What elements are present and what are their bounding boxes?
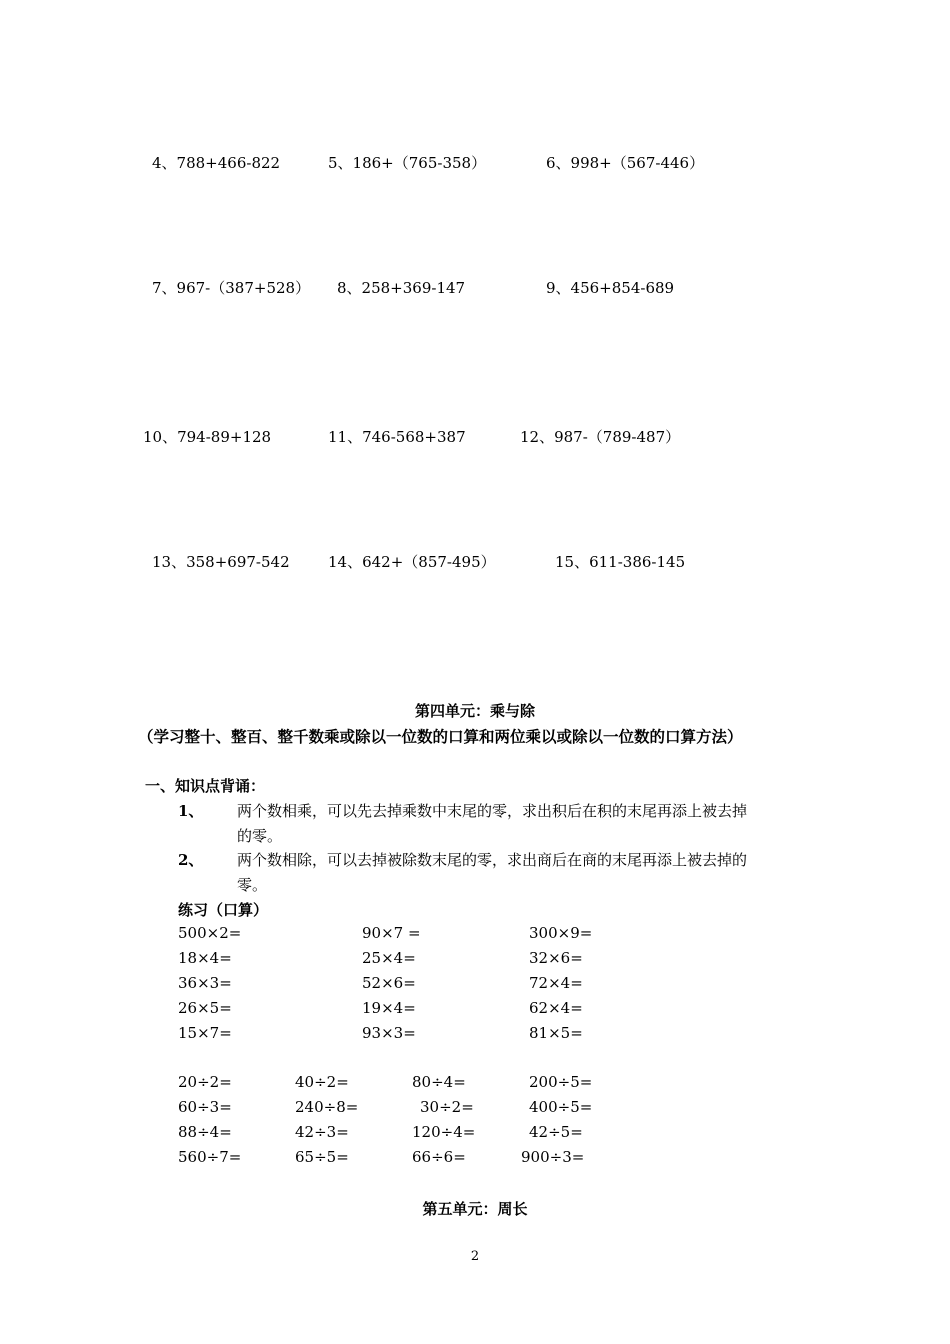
mult-r1-c3: 300×9= [529, 924, 593, 942]
expression-10: 10、794-89+128 [143, 428, 272, 446]
mult-r3-c3: 72×4= [529, 974, 583, 992]
mult-r1-c1: 500×2= [178, 924, 242, 942]
div-r2-c3: 30÷2= [420, 1098, 474, 1116]
point-1-line1: 两个数相乘，可以先去掉乘数中末尾的零，求出积后在积的末尾再添上被去掉 [237, 802, 748, 820]
expression-13: 13、358+697-542 [152, 553, 290, 571]
section-heading: 一、知识点背诵： [145, 777, 266, 795]
page-number: 2 [470, 1249, 480, 1264]
div-r1-c4: 200÷5= [529, 1073, 593, 1091]
mult-r5-c1: 15×7= [178, 1024, 232, 1042]
mult-r2-c1: 18×4= [178, 949, 232, 967]
div-r4-c2: 65÷5= [295, 1148, 349, 1166]
mult-r4-c3: 62×4= [529, 999, 583, 1017]
div-r2-c2: 240÷8= [295, 1098, 359, 1116]
point-2-line1: 两个数相除，可以去掉被除数末尾的零，求出商后在商的末尾再添上被去掉的 [237, 851, 748, 869]
point-2-number: 2、 [178, 851, 204, 869]
mult-r4-c2: 19×4= [362, 999, 416, 1017]
div-r4-c1: 560÷7= [178, 1148, 242, 1166]
div-r3-c1: 88÷4= [178, 1123, 232, 1141]
div-r1-c3: 80÷4= [412, 1073, 466, 1091]
div-r2-c4: 400÷5= [529, 1098, 593, 1116]
div-r1-c2: 40÷2= [295, 1073, 349, 1091]
point-2-line2: 零。 [237, 876, 268, 894]
point-1-number: 1、 [178, 802, 204, 820]
expression-4: 4、788+466-822 [152, 154, 281, 172]
mult-r1-c2: 90×7 = [362, 924, 421, 942]
mult-r5-c3: 81×5= [529, 1024, 583, 1042]
mult-r5-c2: 93×3= [362, 1024, 416, 1042]
mult-r4-c1: 26×5= [178, 999, 232, 1017]
div-r1-c1: 20÷2= [178, 1073, 232, 1091]
unit4-subtitle: （学习整十、整百、整千数乘或除以一位数的口算和两位乘以或除以一位数的口算方法） [138, 727, 743, 746]
point-1-line2: 的零。 [237, 827, 283, 845]
expression-9: 9、456+854-689 [546, 279, 675, 297]
div-r3-c4: 42÷5= [529, 1123, 583, 1141]
expression-11: 11、746-568+387 [328, 428, 466, 446]
mult-r3-c2: 52×6= [362, 974, 416, 992]
practice-heading: 练习（口算） [178, 901, 269, 919]
div-r3-c3: 120÷4= [412, 1123, 476, 1141]
div-r4-c4: 900÷3= [521, 1148, 585, 1166]
expression-12: 12、987-（789-487） [520, 428, 681, 446]
div-r2-c1: 60÷3= [178, 1098, 232, 1116]
unit5-title: 第五单元：周长 [422, 1200, 528, 1218]
mult-r2-c2: 25×4= [362, 949, 416, 967]
div-r4-c3: 66÷6= [412, 1148, 466, 1166]
mult-r2-c3: 32×6= [529, 949, 583, 967]
expression-14: 14、642+（857-495） [328, 553, 496, 571]
expression-5: 5、186+（765-358） [328, 154, 487, 172]
div-r3-c2: 42÷3= [295, 1123, 349, 1141]
expression-6: 6、998+（567-446） [546, 154, 705, 172]
expression-7: 7、967-（387+528） [152, 279, 311, 297]
expression-15: 15、611-386-145 [555, 553, 686, 571]
mult-r3-c1: 36×3= [178, 974, 232, 992]
expression-8: 8、258+369-147 [337, 279, 466, 297]
unit4-title: 第四单元：乘与除 [414, 702, 535, 720]
